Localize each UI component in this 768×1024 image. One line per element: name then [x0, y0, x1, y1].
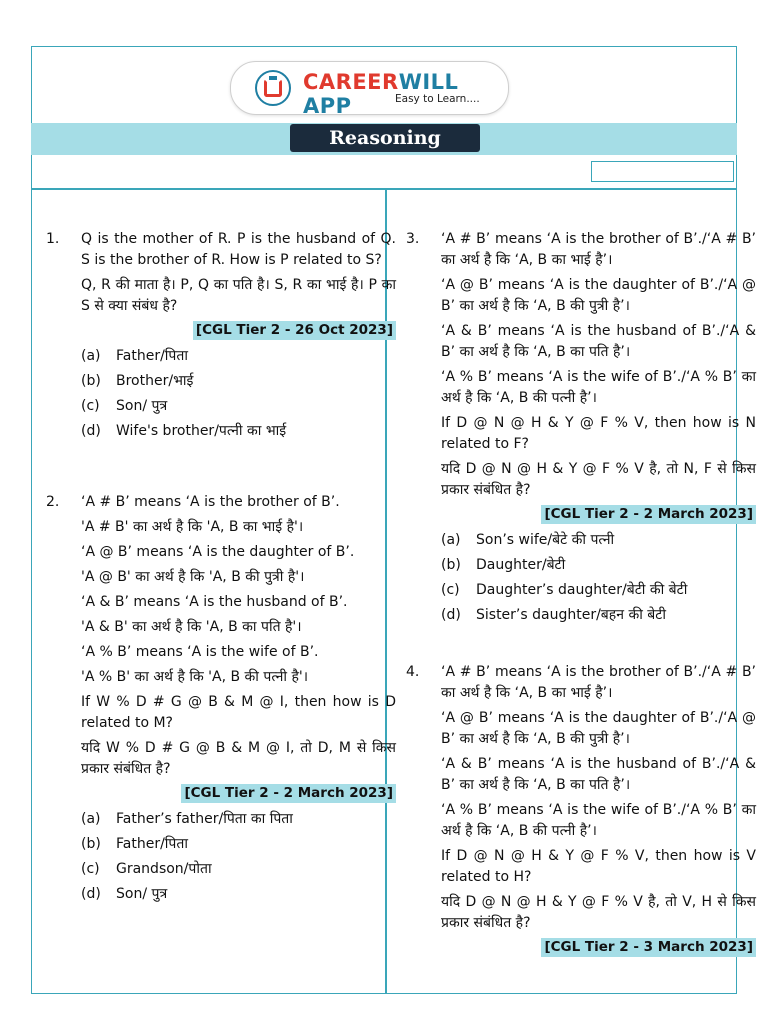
brand-name-part2: WILL APP: [303, 70, 459, 118]
question-text: 'A @ B' का अर्थ है कि 'A, B की पुत्री है'।: [81, 569, 305, 585]
exam-tag: [CGL Tier 2 - 2 March 2023]: [541, 505, 756, 524]
question-text: ‘A & B’ means ‘A is the husband of B’./‘A & B’ का अर्थ है कि ‘A, B का पति है’।: [441, 323, 756, 360]
option-label: (b): [441, 557, 461, 573]
blank-box: [591, 161, 734, 182]
option: [81, 346, 396, 371]
option-label: (b): [81, 836, 101, 852]
option: [81, 396, 396, 421]
question-text: ‘A @ B’ means ‘A is the daughter of B’./‘A @ B’ का अर्थ है कि ‘A, B की पुत्री है’।: [441, 710, 756, 747]
question-text: ‘A % B’ means ‘A is the wife of B’./‘A % B’ का अर्थ है कि ‘A, B की पत्नी है’।: [441, 369, 756, 406]
question-number: 4.: [406, 664, 420, 680]
question-text: ‘A % B’ means ‘A is the wife of B’.: [81, 644, 319, 660]
option: [81, 371, 396, 396]
brand-name-part1: CAREER: [303, 70, 399, 94]
question-text: 'A & B' का अर्थ है कि 'A, B का पति है'।: [81, 619, 302, 635]
subject-title: Reasoning: [290, 124, 480, 152]
option-text: Daughter’s daughter/बेटी की बेटी: [476, 582, 688, 598]
question-text: If W % D # G @ B & M @ I, then how is D related to M?: [81, 694, 396, 731]
question-body: [441, 662, 756, 963]
option-text: Son/ पुत्र: [116, 886, 168, 902]
option-label: (d): [81, 423, 101, 439]
question-body: [81, 229, 396, 446]
option-label: (b): [81, 373, 101, 389]
option-text: Son/ पुत्र: [116, 398, 168, 414]
exam-tag: [CGL Tier 2 - 26 Oct 2023]: [193, 321, 396, 340]
question-text: 'A % B' का अर्थ है कि 'A, B की पत्नी है'।: [81, 669, 309, 685]
option: [441, 530, 756, 555]
question-text: यदि W % D # G @ B & M @ I, तो D, M से किस प्रकार संबंधित है?: [81, 740, 396, 777]
option: [81, 834, 396, 859]
question-text: ‘A % B’ means ‘A is the wife of B’./‘A % B’ का अर्थ है कि ‘A, B की पत्नी है’।: [441, 802, 756, 839]
option-label: (c): [81, 861, 100, 877]
option-text: Sister’s daughter/बहन की बेटी: [476, 607, 666, 623]
question-text: If D @ N @ H & Y @ F % V, then how is V related to H?: [441, 848, 756, 885]
option-text: Father/पिता: [116, 836, 188, 852]
option-text: Brother/भाई: [116, 373, 194, 389]
option-label: (c): [441, 582, 460, 598]
option-label: (d): [81, 886, 101, 902]
option-text: Wife's brother/पत्नी का भाई: [116, 423, 287, 439]
option-text: Son’s wife/बेटे की पत्नी: [476, 532, 615, 548]
question-text: यदि D @ N @ H & Y @ F % V है, तो N, F से किस प्रकार संबंधित है?: [441, 461, 756, 498]
question-text: ‘A & B’ means ‘A is the husband of B’.: [81, 594, 348, 610]
brand-logo: [230, 61, 509, 118]
logo-icon: [255, 70, 291, 106]
option: [441, 605, 756, 630]
question-text: ‘A & B’ means ‘A is the husband of B’./‘A & B’ का अर्थ है कि ‘A, B का पति है’।: [441, 756, 756, 793]
question-body: [81, 492, 396, 909]
question-text: ‘A # B’ means ‘A is the brother of B’./‘A # B’ का अर्थ है कि ‘A, B का भाई है’।: [441, 231, 756, 268]
question-text: If D @ N @ H & Y @ F % V, then how is N related to F?: [441, 415, 756, 452]
option-label: (a): [441, 532, 461, 548]
option-label: (a): [81, 811, 101, 827]
option-text: Father/पिता: [116, 348, 188, 364]
question-text: 'A # B' का अर्थ है कि 'A, B का भाई है'।: [81, 519, 304, 535]
option-text: Daughter/बेटी: [476, 557, 566, 573]
question-text: ‘A @ B’ means ‘A is the daughter of B’./‘A @ B’ का अर्थ है कि ‘A, B की पुत्री है’।: [441, 277, 756, 314]
option-label: (c): [81, 398, 100, 414]
exam-tag: [CGL Tier 2 - 2 March 2023]: [181, 784, 396, 803]
option: [81, 884, 396, 909]
brand-tagline: Easy to Learn....: [395, 93, 480, 105]
option-label: (a): [81, 348, 101, 364]
question-number: 2.: [46, 494, 60, 510]
option: [441, 580, 756, 605]
question-body: [441, 229, 756, 630]
question-number: 1.: [46, 231, 60, 247]
question-text: ‘A # B’ means ‘A is the brother of B’.: [81, 494, 340, 510]
divider: [31, 188, 737, 190]
question-text: ‘A # B’ means ‘A is the brother of B’./‘A # B’ का अर्थ है कि ‘A, B का भाई है’।: [441, 664, 756, 701]
question-text: ‘A @ B’ means ‘A is the daughter of B’.: [81, 544, 355, 560]
option-label: (d): [441, 607, 461, 623]
option: [81, 809, 396, 834]
question-text: Q is the mother of R. P is the husband of Q. S is the brother of R. How is P related to S?: [81, 231, 396, 268]
question-number: 3.: [406, 231, 420, 247]
option: [81, 859, 396, 884]
question-text: यदि D @ N @ H & Y @ F % V है, तो V, H से किस प्रकार संबंधित है?: [441, 894, 756, 931]
option: [81, 421, 396, 446]
question-text: Q, R की माता है। P, Q का पति है। S, R का भाई है। P का S से क्या संबंध है?: [81, 277, 396, 314]
option: [441, 555, 756, 580]
exam-tag: [CGL Tier 2 - 3 March 2023]: [541, 938, 756, 957]
option-text: Father’s father/पिता का पिता: [116, 811, 293, 827]
option-text: Grandson/पोता: [116, 861, 212, 877]
